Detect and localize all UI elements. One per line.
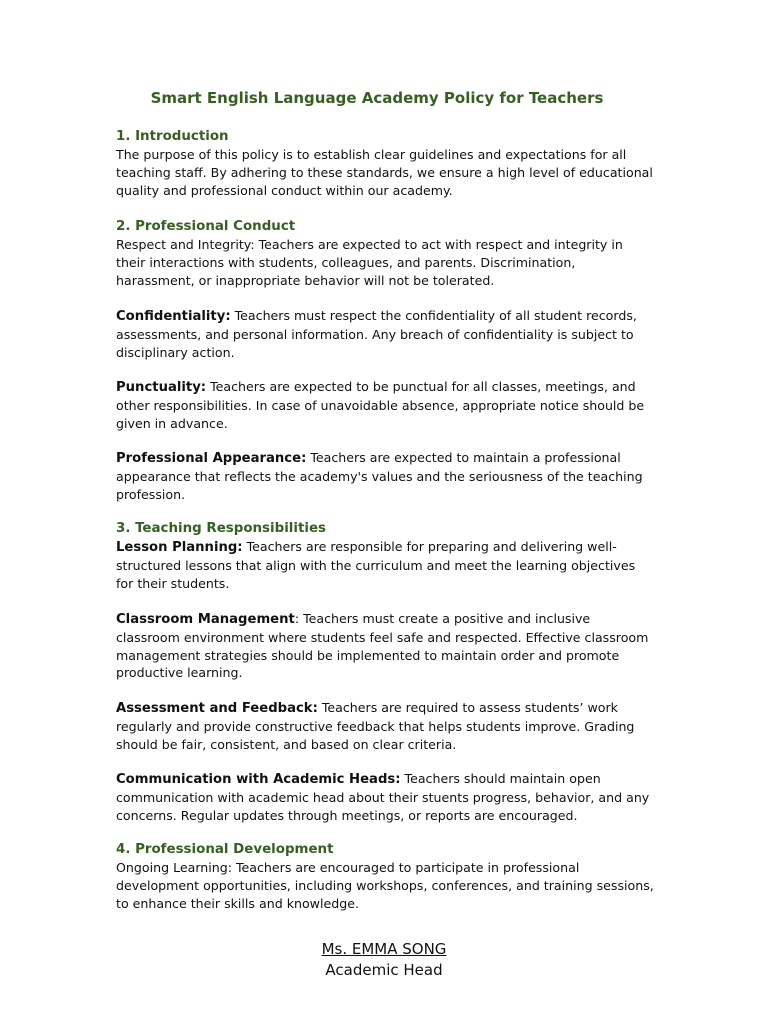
term-label: Classroom Management	[116, 612, 295, 627]
term-label: Punctuality:	[116, 380, 207, 395]
term-label: Communication with Academic Heads:	[116, 772, 401, 787]
paragraph-text: Teachers are responsible for preparing and delivering well-structured lessons that align with the curriculum and meet the learning objectives for their students.	[116, 539, 636, 591]
paragraph-text: Teachers must respect the confidentiality of all student records, assessments, and personal information. Any breach of confidentiality is subject to disciplinary action.	[116, 308, 637, 360]
paragraph-text: Teachers should maintain open communication with academic head about their stuents progress, behavior, and any concerns. Regular updates through meetings, or reports are encouraged.	[116, 771, 650, 823]
section-heading: 2. Professional Conduct	[116, 219, 296, 234]
section-professional-conduct	[116, 218, 656, 289]
term-label: Professional Appearance:	[116, 451, 307, 466]
paragraph-text: Teachers are expected to maintain a professional appearance that reflects the academy's values and the seriousness of the teaching profession.	[116, 450, 643, 502]
paragraph-assessment-feedback	[116, 699, 656, 753]
paragraph-professional-appearance	[116, 449, 656, 503]
paragraph-respect-integrity: Respect and Integrity: Teachers are expected to act with respect and integrity in their interactions with students, colleagues, and parents. Discrimination, harassment, or inappropriate behavior will not be tolerated.	[116, 237, 623, 288]
paragraph-confidentiality	[116, 307, 656, 361]
signature-name-text: Ms. EMMA SONG	[321, 940, 447, 958]
paragraph-punctuality	[116, 378, 656, 432]
paragraph-text: Teachers are required to assess students’ work regularly and provide constructive feedback that helps students improve. Grading should be fair, consistent, and based on clear criteria.	[116, 700, 635, 752]
paragraph-text: : Teachers must create a positive and inclusive classroom environment where students feel safe and respected. Effective classroom management strategies should be implemented to maintain order and promote productive learning.	[116, 611, 649, 681]
term-label: Assessment and Feedback:	[116, 701, 318, 716]
paragraph-classroom-management	[116, 610, 656, 682]
section-professional-development	[116, 841, 656, 912]
term-label: Lesson Planning:	[116, 540, 243, 555]
section-heading: 4. Professional Development	[116, 842, 334, 857]
signature-role-text: Academic Head	[325, 961, 443, 979]
term-label: Confidentiality:	[116, 309, 231, 324]
document-title: Smart English Language Academy Policy for Teachers	[150, 89, 604, 107]
section-body: Ongoing Learning: Teachers are encouraged to participate in professional development opportunities, including workshops, conferences, and training sessions, to enhance their skills and knowledge.	[116, 860, 654, 911]
signature-name	[0, 939, 768, 959]
signature-role	[0, 960, 768, 980]
section-introduction	[116, 128, 656, 199]
paragraph-communication	[116, 770, 656, 824]
section-teaching-responsibilities	[116, 520, 656, 592]
section-heading: 1. Introduction	[116, 129, 229, 144]
section-heading: 3. Teaching Responsibilities	[116, 521, 327, 536]
section-body: The purpose of this policy is to establish clear guidelines and expectations for all teaching staff. By adhering to these standards, we ensure a high level of educational quality and professional conduct within our academy.	[116, 147, 653, 198]
paragraph-text: Teachers are expected to be punctual for all classes, meetings, and other responsibilities. In case of unavoidable absence, appropriate notice should be given in advance.	[116, 379, 645, 431]
